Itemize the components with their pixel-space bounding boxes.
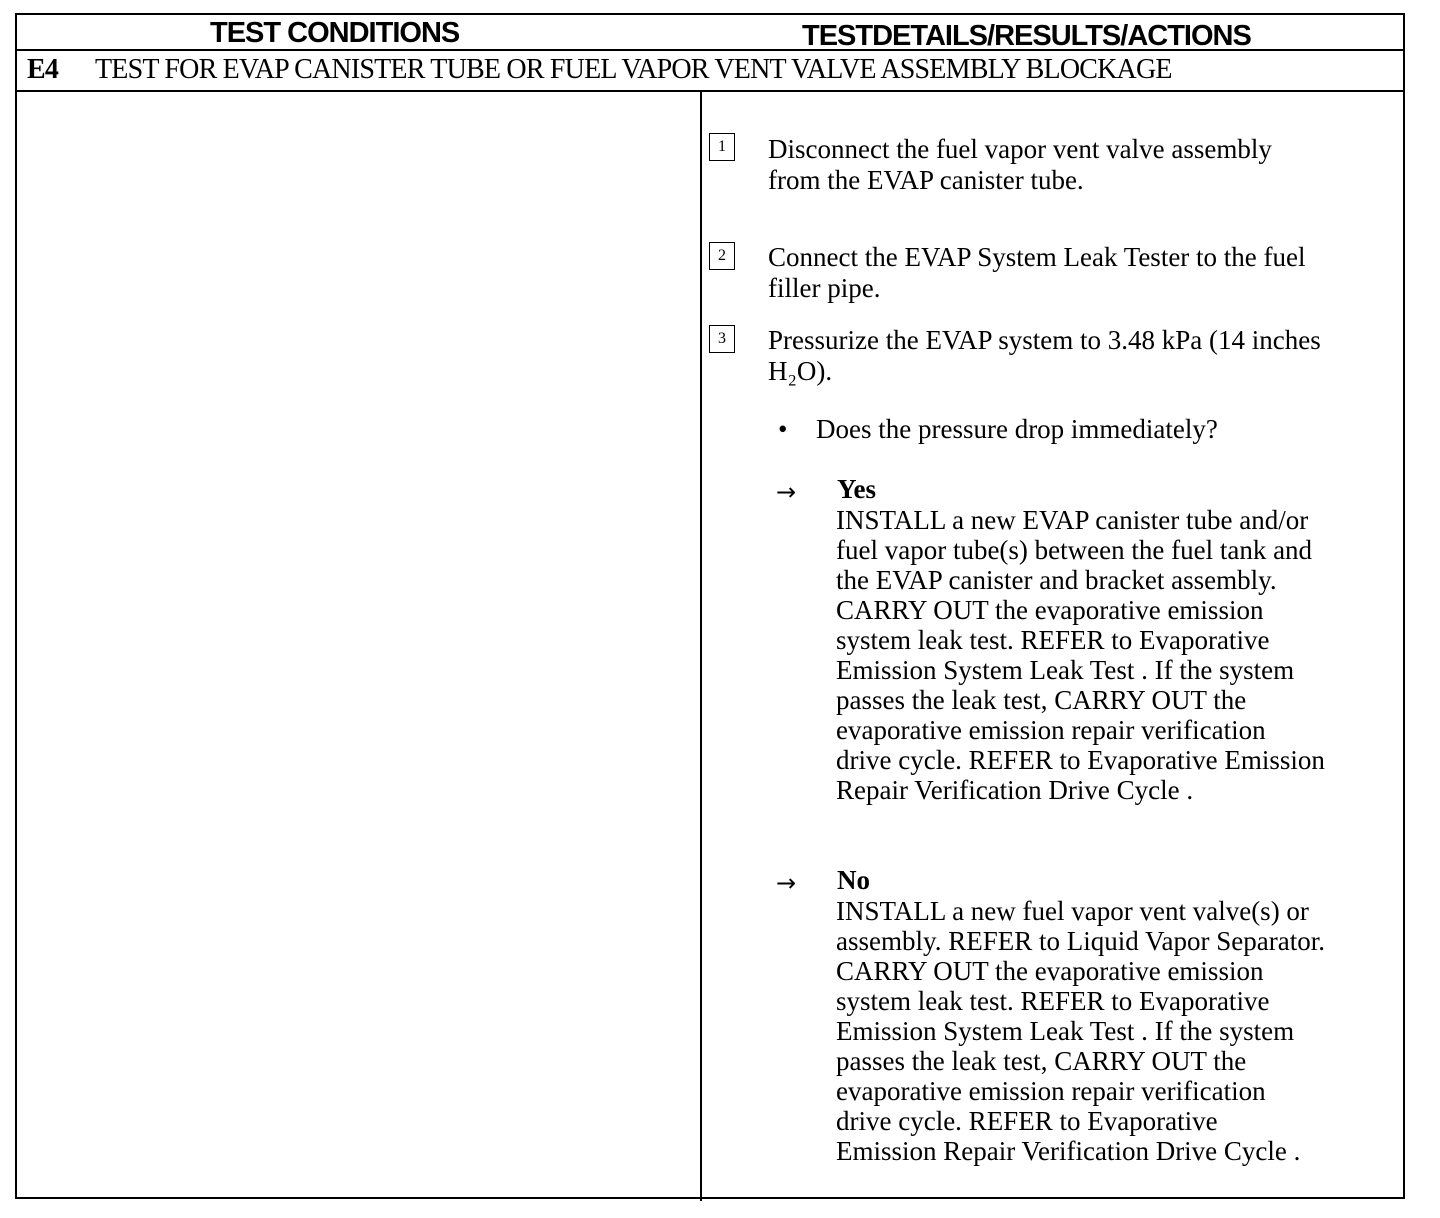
section-code: E4 [27, 54, 59, 85]
step-number-box: 2 [709, 242, 735, 270]
step-number-box: 1 [709, 133, 735, 161]
test-details-header: TESTDETAILS/RESULTS/ACTIONS [802, 20, 1251, 52]
bullet-icon: • [778, 414, 788, 444]
step-text: Connect the EVAP System Leak Tester to the fuel filler pipe. [768, 242, 1306, 303]
arrow-right-icon: → [776, 869, 797, 897]
section-title-row [17, 51, 1403, 92]
test-conditions-header: TEST CONDITIONS [210, 17, 460, 49]
arrow-right-icon: → [776, 478, 797, 506]
step-text: Disconnect the fuel vapor vent valve assembly from the EVAP canister tube. [768, 134, 1272, 195]
section-title: TEST FOR EVAP CANISTER TUBE OR FUEL VAPOR VENT VALVE ASSEMBLY BLOCKAGE [95, 54, 1172, 85]
answer-no-label: No [837, 865, 870, 895]
answer-no-text: INSTALL a new fuel vapor vent valve(s) or assembly. REFER to Liquid Vapor Separator. CARRY OUT the evaporative emission system leak test. REFER to Evaporative Emission System Leak Test . If the system passes the leak test, CARRY OUT the evaporative emission repair verification drive cycle. REFER to Evaporative Emission Repair Verification Drive Cycle . [836, 896, 1325, 1166]
step-number-box: 3 [709, 325, 735, 353]
column-divider [700, 92, 702, 1201]
answer-yes-label: Yes [837, 474, 876, 504]
step-text: Pressurize the EVAP system to 3.48 kPa (14 inches H₂O). [768, 325, 1321, 386]
question-text: Does the pressure drop immediately? [816, 414, 1218, 444]
answer-yes-text: INSTALL a new EVAP canister tube and/or fuel vapor tube(s) between the fuel tank and the EVAP canister and bracket assembly. CARRY OUT the evaporative emission system leak test. REFER to Evaporative Emission System Leak Test . If the system passes the leak test, CARRY OUT the evaporative emission repair verification drive cycle. REFER to Evaporative Emission Repair Verification Drive Cycle . [836, 505, 1325, 805]
table-header-row [17, 15, 1403, 51]
